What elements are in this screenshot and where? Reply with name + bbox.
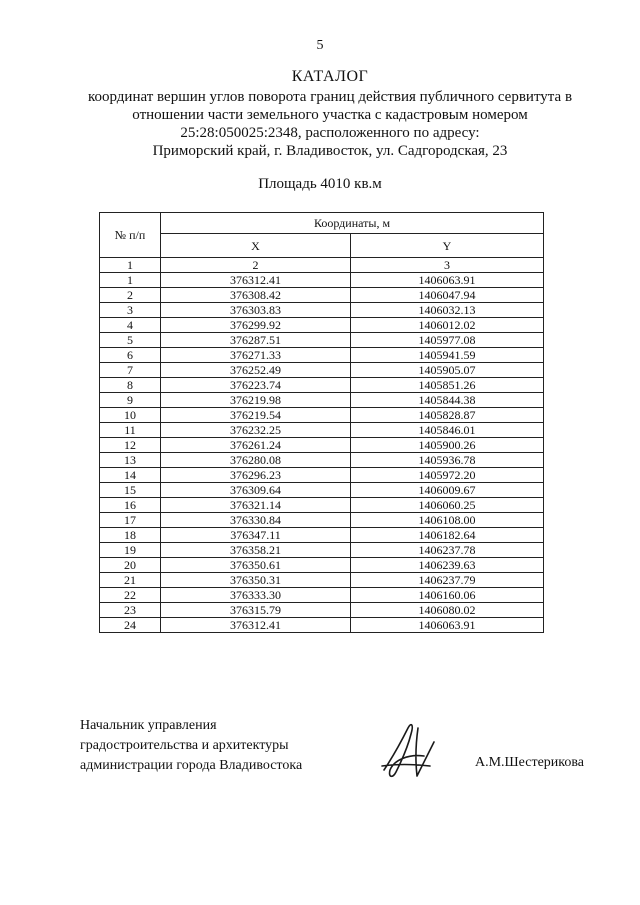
x-coordinate: 376232.25 [161,423,351,438]
table-row [100,528,544,543]
x-coordinate: 376219.98 [161,393,351,408]
table-row [100,408,544,423]
y-coordinate: 1405851.26 [351,378,544,393]
table-row [100,318,544,333]
table-row [100,333,544,348]
header-y: Y [351,234,544,258]
y-coordinate: 1405844.38 [351,393,544,408]
y-coordinate: 1406080.02 [351,603,544,618]
y-coordinate: 1406012.02 [351,318,544,333]
point-number: 9 [100,393,161,408]
page-number: 5 [316,38,324,53]
table-row [100,453,544,468]
point-number: 10 [100,408,161,423]
point-number: 16 [100,498,161,513]
x-coordinate: 376308.42 [161,288,351,303]
point-number: 11 [100,423,161,438]
header-row-number: № п/п [100,213,161,258]
table-row [100,393,544,408]
document-title: КАТАЛОГ [291,68,369,85]
coordinates-table-body [100,273,544,633]
x-coordinate: 376358.21 [161,543,351,558]
x-coordinate: 376347.11 [161,528,351,543]
column-index: 1 [100,258,161,273]
header-line-4: Приморский край, г. Владивосток, ул. Садгородская, 23 [152,143,508,159]
signatory-line-1: Начальник управления [80,718,217,733]
y-coordinate: 1405941.59 [351,348,544,363]
x-coordinate: 376296.23 [161,468,351,483]
x-coordinate: 376309.64 [161,483,351,498]
point-number: 12 [100,438,161,453]
point-number: 17 [100,513,161,528]
signer-name: А.М.Шестерикова [475,755,585,770]
y-coordinate: 1405905.07 [351,363,544,378]
y-coordinate: 1405977.08 [351,333,544,348]
header-line-3: 25:28:050025:2348, расположенного по адресу: [180,125,480,141]
y-coordinate: 1406032.13 [351,303,544,318]
table-row [100,438,544,453]
y-coordinate: 1406239.63 [351,558,544,573]
x-coordinate: 376312.41 [161,618,351,633]
point-number: 22 [100,588,161,603]
point-number: 1 [100,273,161,288]
handwritten-signature [378,720,438,782]
table-row [100,363,544,378]
table-row [100,498,544,513]
point-number: 24 [100,618,161,633]
point-number: 20 [100,558,161,573]
table-row [100,288,544,303]
y-coordinate: 1406160.06 [351,588,544,603]
table-row [100,603,544,618]
point-number: 21 [100,573,161,588]
table-row [100,468,544,483]
table-row [100,348,544,363]
table-row [100,483,544,498]
y-coordinate: 1406063.91 [351,273,544,288]
signatory-line-3: администрации города Владивостока [80,758,303,773]
header-x: X [161,234,351,258]
point-number: 15 [100,483,161,498]
y-coordinate: 1405828.87 [351,408,544,423]
x-coordinate: 376350.61 [161,558,351,573]
point-number: 4 [100,318,161,333]
x-coordinate: 376287.51 [161,333,351,348]
x-coordinate: 376315.79 [161,603,351,618]
x-coordinate: 376333.30 [161,588,351,603]
table-row [100,303,544,318]
point-number: 19 [100,543,161,558]
column-index-row [100,258,544,273]
x-coordinate: 376330.84 [161,513,351,528]
table-row [100,588,544,603]
y-coordinate: 1406237.79 [351,573,544,588]
table-row [100,378,544,393]
point-number: 3 [100,303,161,318]
x-coordinate: 376299.92 [161,318,351,333]
y-coordinate: 1406182.64 [351,528,544,543]
point-number: 7 [100,363,161,378]
y-coordinate: 1406108.00 [351,513,544,528]
y-coordinate: 1406009.67 [351,483,544,498]
table-row [100,273,544,288]
table-row [100,573,544,588]
y-coordinate: 1405900.26 [351,438,544,453]
table-row [100,558,544,573]
point-number: 13 [100,453,161,468]
point-number: 14 [100,468,161,483]
x-coordinate: 376303.83 [161,303,351,318]
point-number: 18 [100,528,161,543]
coordinates-table [99,212,544,633]
table-row [100,543,544,558]
y-coordinate: 1406060.25 [351,498,544,513]
y-coordinate: 1406237.78 [351,543,544,558]
header-coordinates: Координаты, м [161,213,544,234]
x-coordinate: 376312.41 [161,273,351,288]
area-label: Площадь 4010 кв.м [258,176,382,192]
point-number: 6 [100,348,161,363]
y-coordinate: 1406063.91 [351,618,544,633]
y-coordinate: 1405972.20 [351,468,544,483]
table-row [100,618,544,633]
x-coordinate: 376223.74 [161,378,351,393]
signatory-position [80,716,340,776]
point-number: 5 [100,333,161,348]
x-coordinate: 376271.33 [161,348,351,363]
x-coordinate: 376280.08 [161,453,351,468]
point-number: 23 [100,603,161,618]
x-coordinate: 376261.24 [161,438,351,453]
x-coordinate: 376219.54 [161,408,351,423]
y-coordinate: 1405936.78 [351,453,544,468]
signatory-line-2: градостроительства и архитектуры [80,738,289,753]
header-line-2: отношении части земельного участка с кадастровым номером [132,107,528,123]
x-coordinate: 376321.14 [161,498,351,513]
x-coordinate: 376350.31 [161,573,351,588]
y-coordinate: 1406047.94 [351,288,544,303]
point-number: 2 [100,288,161,303]
column-index: 2 [161,258,351,273]
table-row [100,513,544,528]
table-row [100,423,544,438]
point-number: 8 [100,378,161,393]
document-header [60,68,600,160]
x-coordinate: 376252.49 [161,363,351,378]
column-index: 3 [351,258,544,273]
y-coordinate: 1405846.01 [351,423,544,438]
header-line-1: координат вершин углов поворота границ действия публичного сервитута в [87,89,573,105]
